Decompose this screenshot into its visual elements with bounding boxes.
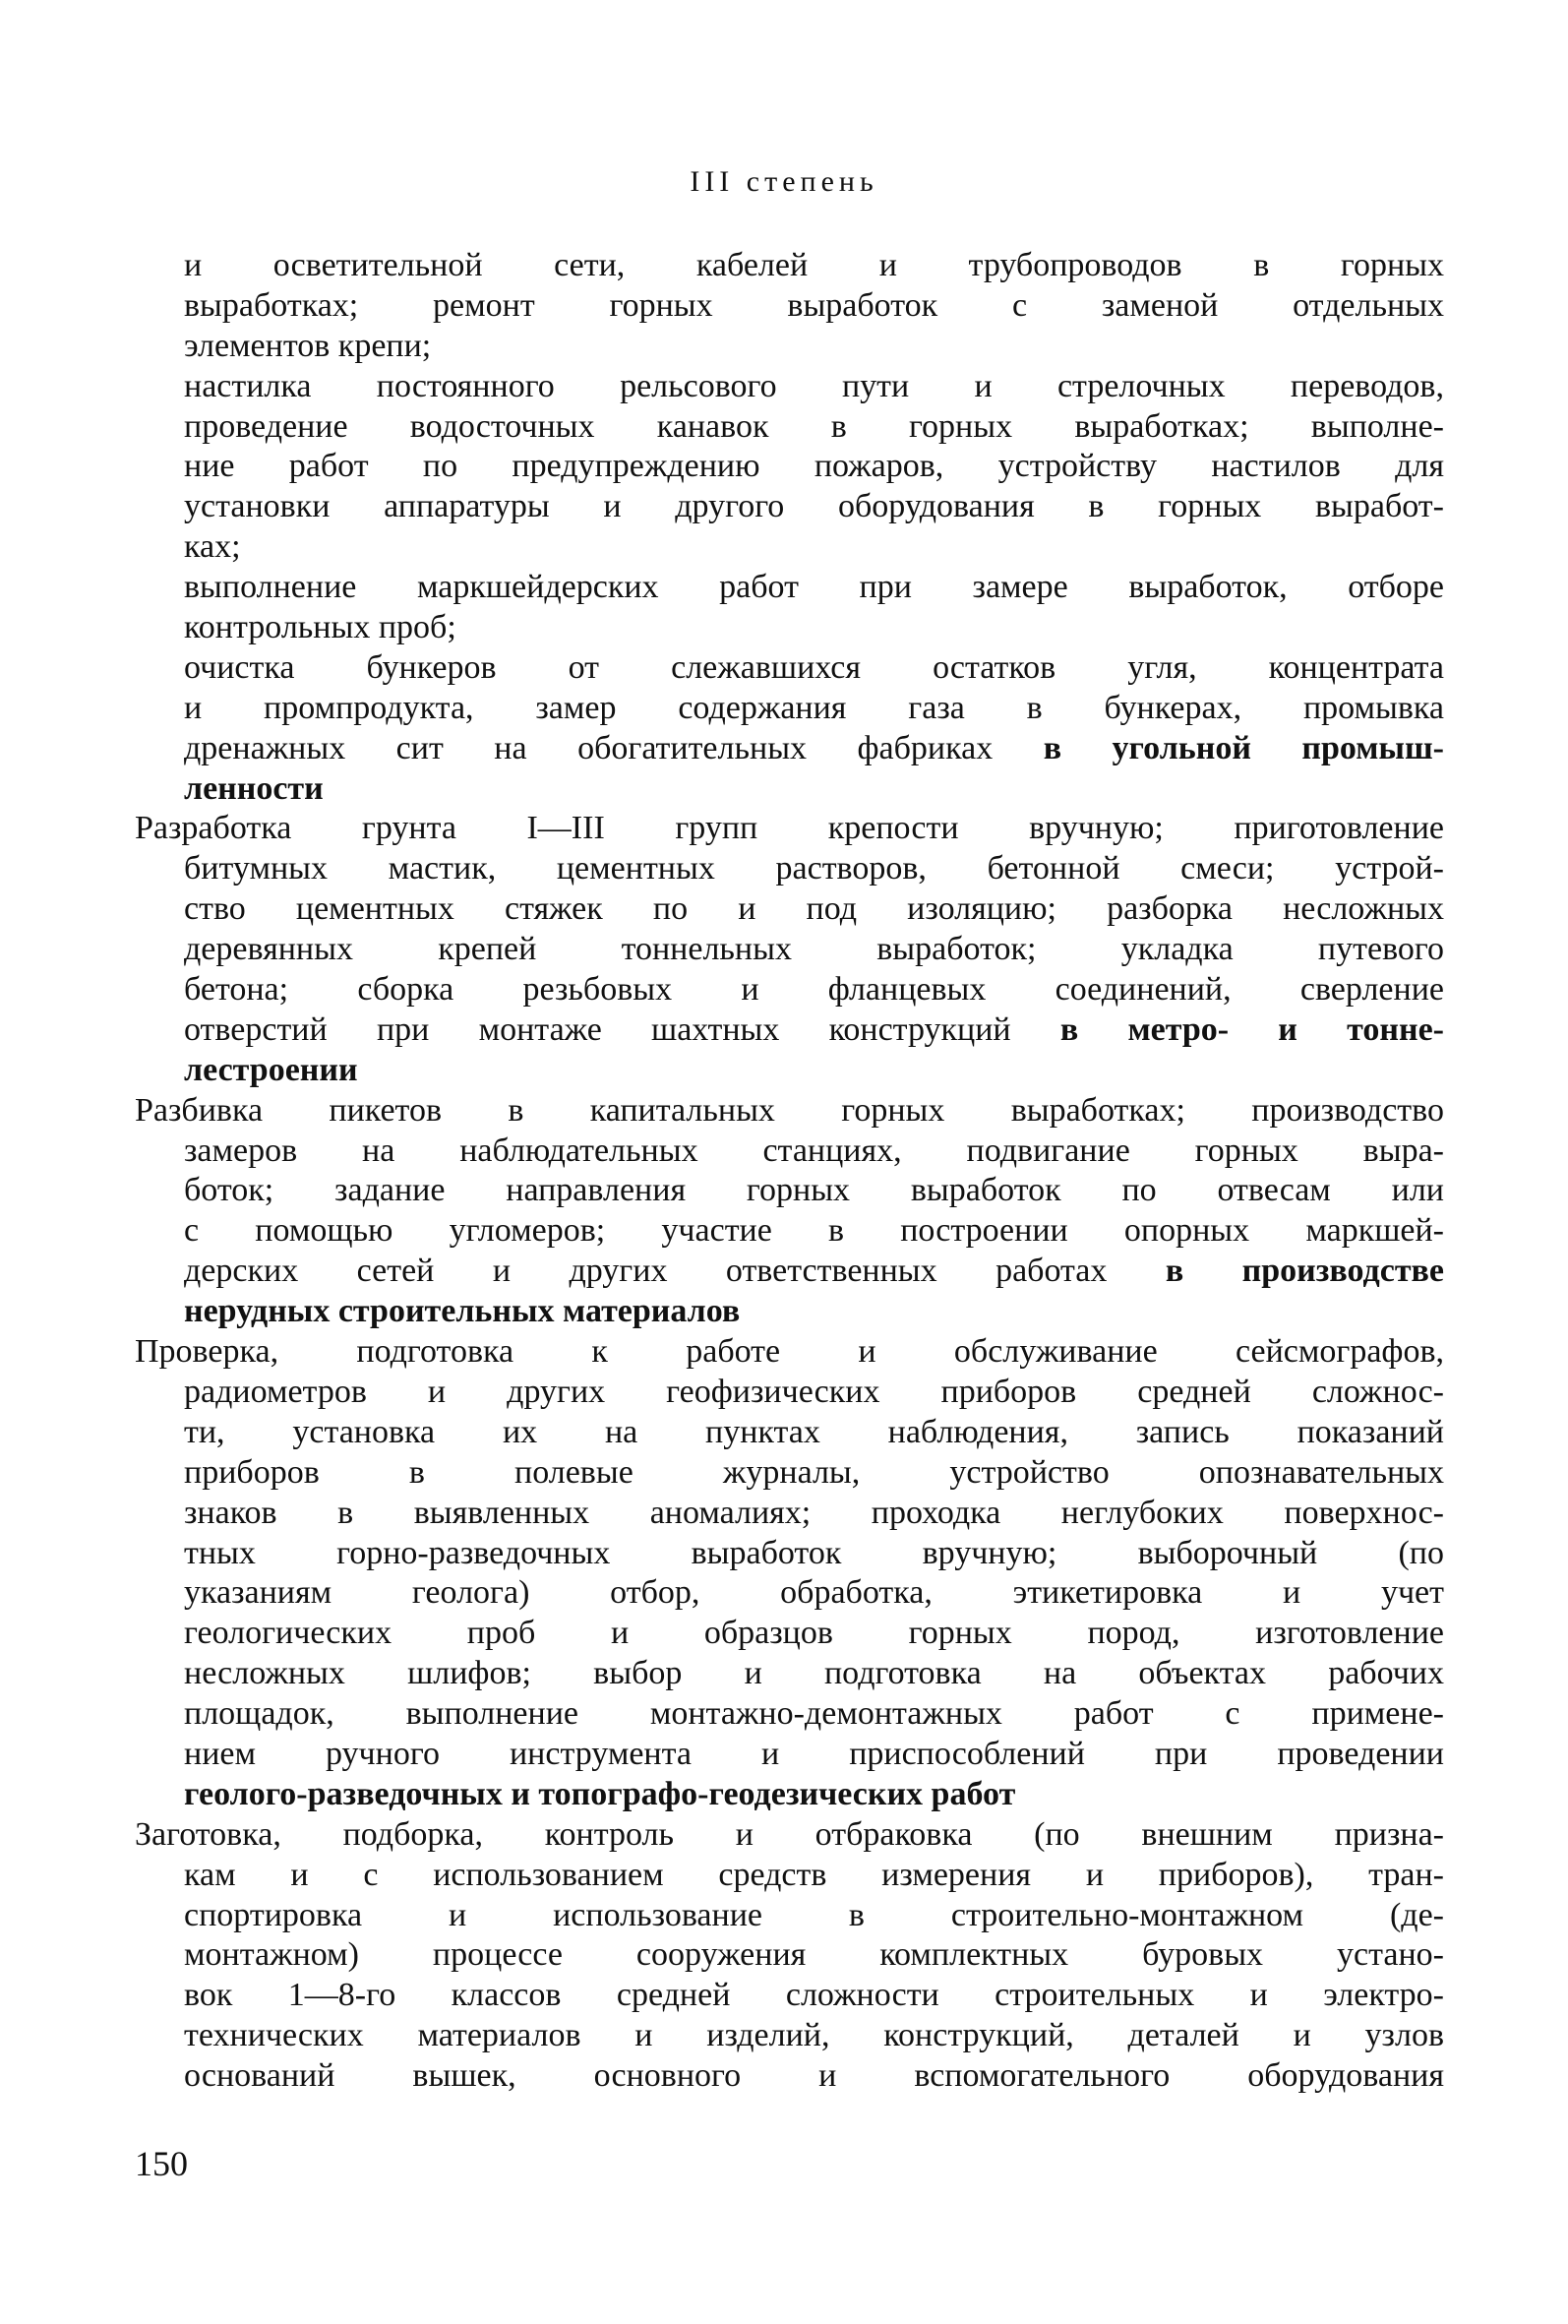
text-run: с помощью угломеров; участие в построении опорных маркшей-	[184, 1212, 1444, 1250]
bold-text-run: лестроении	[184, 1051, 358, 1088]
text-run: радиометров и других геофизических приборов средней сложнос-	[184, 1373, 1444, 1410]
text-run: нием ручного инструмента и приспособлений при проведении	[184, 1735, 1444, 1772]
text-line	[135, 2056, 1444, 2097]
text-run: контрольных проб;	[184, 609, 456, 646]
text-run: боток; задание направления горных выработок по отвесам или	[184, 1172, 1444, 1209]
text-line	[135, 487, 1444, 527]
text-line	[135, 1856, 1444, 1896]
text-run: ство цементных стяжек по и под изоляцию; разборка несложных	[184, 890, 1444, 928]
text-line	[135, 1896, 1444, 1936]
text-run: деревянных крепей тоннельных выработок; укладка путевого	[184, 931, 1444, 968]
text-line	[135, 1494, 1444, 1534]
text-line	[135, 1453, 1444, 1494]
text-line	[135, 889, 1444, 930]
text-run: монтажном) процессе сооружения комплектных буровых устано-	[184, 1936, 1444, 1974]
paragraph	[135, 1332, 1444, 1815]
bold-text-run: в производстве	[1165, 1253, 1444, 1290]
paragraph	[135, 1091, 1444, 1332]
text-run: знаков в выявленных аномалиях; проходка неглубоких поверхнос-	[184, 1494, 1444, 1531]
text-line	[135, 1010, 1444, 1051]
paragraph	[135, 246, 1444, 809]
text-run: битумных мастик, цементных растворов, бетонной смеси; устрой-	[184, 850, 1444, 887]
text-line	[135, 648, 1444, 689]
text-line	[135, 689, 1444, 729]
text-line	[135, 729, 1444, 769]
text-run: проведение водосточных канавок в горных выработках; выполне-	[184, 407, 1444, 445]
text-line	[135, 1534, 1444, 1574]
text-line	[135, 970, 1444, 1010]
text-line	[135, 809, 1444, 849]
text-run: Заготовка, подборка, контроль и отбраковка (по внешним призна-	[135, 1815, 1444, 1853]
text-line	[135, 1694, 1444, 1735]
text-line	[135, 568, 1444, 608]
bold-text-run: нерудных строительных материалов	[184, 1293, 741, 1330]
text-line	[135, 1332, 1444, 1373]
text-line	[135, 1373, 1444, 1413]
text-line	[135, 447, 1444, 487]
text-run: вок 1—8-го классов средней сложности строительных и электро-	[184, 1977, 1444, 2014]
text-run: Проверка, подготовка к работе и обслуживание сейсмографов,	[135, 1333, 1444, 1371]
text-line	[135, 246, 1444, 286]
text-run: дренажных сит на обогатительных фабриках	[184, 729, 1044, 766]
text-line	[135, 1211, 1444, 1252]
text-run: геологических проб и образцов горных пород, изготовление	[184, 1615, 1444, 1652]
text-line	[135, 2016, 1444, 2056]
bold-text-run: геолого-разведочных и топографо-геодезических работ	[184, 1775, 1016, 1812]
text-line	[135, 608, 1444, 648]
text-line	[135, 1171, 1444, 1211]
text-run: кам и с использованием средств измерения и приборов), тран-	[184, 1856, 1444, 1893]
text-run: ти, установка их на пунктах наблюдения, запись показаний	[184, 1413, 1444, 1450]
text-run: ках;	[184, 528, 241, 566]
text-run: указаниям геолога) отбор, обработка, этикетировка и учет	[184, 1574, 1444, 1612]
text-line	[135, 769, 1444, 810]
text-line	[135, 327, 1444, 367]
text-line	[135, 1654, 1444, 1694]
paragraph	[135, 1815, 1444, 2097]
text-run: ние работ по предупреждению пожаров, устройству настилов для	[184, 448, 1444, 485]
text-line	[135, 930, 1444, 970]
page-number: 150	[135, 2144, 188, 2183]
text-line	[135, 527, 1444, 568]
text-run: настилка постоянного рельсового пути и стрелочных переводов,	[184, 367, 1444, 404]
text-run: и промпродукта, замер содержания газа в бункерах, промывка	[184, 689, 1444, 726]
text-run: площадок, выполнение монтажно-демонтажных работ с примене-	[184, 1695, 1444, 1733]
text-run: приборов в полевые журналы, устройство опознавательных	[184, 1453, 1444, 1491]
text-line	[135, 407, 1444, 448]
text-run: элементов крепи;	[184, 327, 432, 364]
text-line	[135, 1051, 1444, 1091]
text-line	[135, 1292, 1444, 1332]
text-line	[135, 1573, 1444, 1614]
body-text	[135, 246, 1444, 2097]
text-line	[135, 1735, 1444, 1775]
text-run: оснований вышек, основного и вспомогательного оборудования	[184, 2057, 1444, 2095]
text-line	[135, 1614, 1444, 1654]
text-line	[135, 1775, 1444, 1815]
text-run: несложных шлифов; выбор и подготовка на объектах рабочих	[184, 1655, 1444, 1692]
bold-text-run: ленности	[184, 769, 324, 807]
text-run: бетона; сборка резьбовых и фланцевых соединений, сверление	[184, 971, 1444, 1009]
text-line	[135, 286, 1444, 327]
text-line	[135, 1935, 1444, 1976]
text-run: замеров на наблюдательных станциях, подвигание горных выра-	[184, 1131, 1444, 1169]
text-line	[135, 1976, 1444, 2016]
text-line	[135, 849, 1444, 889]
bold-text-run: в угольной промыш-	[1043, 729, 1444, 766]
text-run: Разбивка пикетов в капитальных горных выработках; производство	[135, 1091, 1444, 1129]
text-run: выработках; ремонт горных выработок с заменой отдельных	[184, 286, 1444, 324]
text-run: тных горно-разведочных выработок вручную; выборочный (по	[184, 1534, 1444, 1571]
text-line	[135, 1131, 1444, 1172]
text-run: выполнение маркшейдерских работ при замере выработок, отборе	[184, 569, 1444, 606]
text-run: спортировка и использование в строительно-монтажном (де-	[184, 1896, 1444, 1933]
text-run: отверстий при монтаже шахтных конструкций	[184, 1010, 1060, 1048]
text-run: технических материалов и изделий, конструкций, деталей и узлов	[184, 2017, 1444, 2054]
paragraph	[135, 809, 1444, 1090]
text-run: Разработка грунта I—III групп крепости вручную; приготовление	[135, 810, 1444, 847]
text-run: и осветительной сети, кабелей и трубопроводов в горных	[184, 247, 1444, 283]
text-run: очистка бункеров от слежавшихся остатков угля, концентрата	[184, 648, 1444, 686]
text-run: установки аппаратуры и другого оборудования в горных выработ-	[184, 488, 1444, 525]
text-line	[135, 1815, 1444, 1856]
bold-text-run: в метро- и тонне-	[1059, 1010, 1444, 1048]
text-line	[135, 1413, 1444, 1453]
text-line	[135, 367, 1444, 407]
text-line	[135, 1091, 1444, 1131]
text-line	[135, 1252, 1444, 1292]
text-run: дерских сетей и других ответственных работах	[184, 1253, 1166, 1290]
running-head: III степень	[690, 165, 878, 198]
